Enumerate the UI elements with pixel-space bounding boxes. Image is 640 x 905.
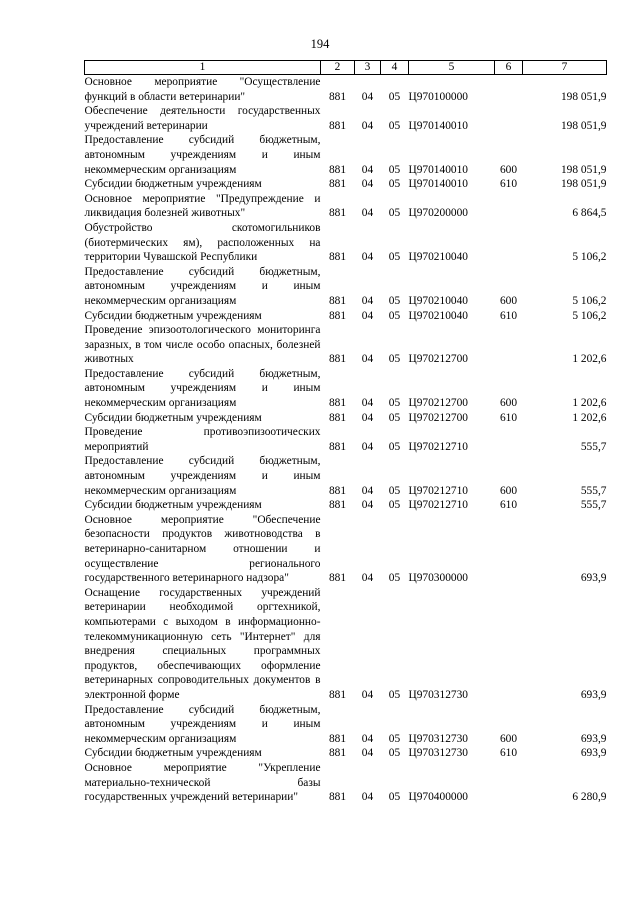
target-article-code: Ц970300000	[408, 572, 468, 585]
expense-type-code	[495, 513, 523, 586]
row-description: Проведение противоэпизоотических мероприятий	[84, 426, 321, 453]
amount: 198 051,9	[560, 163, 607, 176]
ministry-code: 881	[328, 309, 347, 322]
subsection-code: 05	[388, 397, 401, 410]
row-description: Основное мероприятие "Предупреждение и ликвидация болезней животных"	[84, 192, 321, 220]
amount: 6 864,5	[572, 207, 607, 220]
target-article-code: Ц970212710	[408, 499, 468, 512]
expense-type-code: 610	[499, 411, 518, 424]
row-description: Предоставление субсидий бюджетным, автономным учреждениям и иным некоммерческим организациям	[84, 134, 321, 176]
amount: 693,9	[580, 747, 607, 760]
header-col-1: 1	[85, 61, 321, 75]
target-article-code: Ц970312730	[408, 747, 468, 760]
section-code: 04	[361, 791, 374, 804]
section-code: 04	[361, 572, 374, 585]
header-col-6: 6	[495, 61, 523, 75]
subsection-code: 05	[388, 484, 401, 497]
subsection-code: 05	[388, 440, 401, 453]
amount: 555,7	[580, 499, 607, 512]
expense-type-code	[495, 323, 523, 367]
table-row	[85, 761, 607, 805]
section-code: 04	[361, 353, 374, 366]
subsection-code: 05	[388, 119, 401, 132]
table-row	[85, 75, 607, 105]
table-row	[85, 703, 607, 747]
table-row	[85, 104, 607, 133]
table-row	[85, 133, 607, 177]
row-description: Основное мероприятие "Осуществление функций в области ветеринарии"	[84, 76, 321, 103]
section-code: 04	[361, 119, 374, 132]
ministry-code: 881	[328, 732, 347, 745]
amount: 693,9	[580, 688, 607, 701]
ministry-code: 881	[328, 178, 347, 191]
ministry-code: 881	[328, 440, 347, 453]
section-code: 04	[361, 747, 374, 760]
ministry-code: 881	[328, 397, 347, 410]
table-row	[85, 323, 607, 367]
expense-type-code	[495, 586, 523, 703]
target-article-code: Ц970212700	[408, 353, 468, 366]
table-row	[85, 498, 607, 513]
amount: 555,7	[580, 484, 607, 497]
expense-type-code: 600	[499, 484, 518, 497]
subsection-code: 05	[388, 732, 401, 745]
table-row	[85, 586, 607, 703]
subsection-code: 05	[388, 411, 401, 424]
expense-type-code: 610	[499, 747, 518, 760]
section-code: 04	[361, 732, 374, 745]
target-article-code: Ц970212710	[408, 484, 468, 497]
expense-type-code	[495, 104, 523, 133]
target-article-code: Ц970140010	[408, 119, 468, 132]
header-col-4: 4	[381, 61, 409, 75]
target-article-code: Ц970312730	[408, 688, 468, 701]
table-row	[85, 367, 607, 411]
expense-type-code	[495, 221, 523, 265]
row-description: Основное мероприятие "Укрепление материально-технической базы государственных учреждений ветеринарии"	[84, 761, 321, 804]
amount: 1 202,6	[572, 397, 607, 410]
ministry-code: 881	[328, 572, 347, 585]
expense-type-code: 600	[499, 294, 518, 307]
header-row	[85, 61, 607, 75]
row-description: Обеспечение деятельности государственных учреждений ветеринарии	[84, 105, 321, 132]
ministry-code: 881	[328, 411, 347, 424]
table-body	[85, 75, 607, 805]
target-article-code: Ц970210040	[408, 294, 468, 307]
subsection-code: 05	[388, 90, 401, 103]
table-row	[85, 454, 607, 498]
ministry-code: 881	[328, 484, 347, 497]
amount: 5 106,2	[572, 309, 607, 322]
row-description: Субсидии бюджетным учреждениям	[84, 747, 262, 760]
ministry-code: 881	[328, 119, 347, 132]
ministry-code: 881	[328, 90, 347, 103]
table-row	[85, 513, 607, 586]
ministry-code: 881	[328, 294, 347, 307]
row-description: Субсидии бюджетным учреждениям	[84, 178, 262, 191]
target-article-code: Ц970140010	[408, 178, 468, 191]
amount: 5 106,2	[572, 251, 607, 264]
expense-type-code: 600	[499, 732, 518, 745]
section-code: 04	[361, 163, 374, 176]
section-code: 04	[361, 411, 374, 424]
ministry-code: 881	[328, 747, 347, 760]
amount: 693,9	[580, 572, 607, 585]
section-code: 04	[361, 90, 374, 103]
expense-type-code: 610	[499, 499, 518, 512]
row-description: Предоставление субсидий бюджетным, автономным учреждениям и иным некоммерческим организациям	[84, 367, 321, 410]
section-code: 04	[361, 397, 374, 410]
row-description: Субсидии бюджетным учреждениям	[84, 411, 262, 424]
table-row	[85, 265, 607, 309]
subsection-code: 05	[388, 791, 401, 804]
table-row	[85, 192, 607, 221]
ministry-code: 881	[328, 207, 347, 220]
ministry-code: 881	[328, 251, 347, 264]
header-col-5: 5	[409, 61, 495, 75]
target-article-code: Ц970212700	[408, 411, 468, 424]
section-code: 04	[361, 688, 374, 701]
table-header	[85, 61, 607, 75]
section-code: 04	[361, 499, 374, 512]
table-row	[85, 411, 607, 426]
target-article-code: Ц970200000	[408, 207, 468, 220]
table-row	[85, 425, 607, 454]
ministry-code: 881	[328, 499, 347, 512]
target-article-code: Ц970210040	[408, 251, 468, 264]
subsection-code: 05	[388, 499, 401, 512]
target-article-code: Ц970210040	[408, 309, 468, 322]
amount: 5 106,2	[572, 294, 607, 307]
target-article-code: Ц970100000	[408, 90, 468, 103]
section-code: 04	[361, 178, 374, 191]
expense-type-code: 600	[499, 163, 518, 176]
expense-type-code	[495, 192, 523, 221]
row-description: Оснащение государственных учреждений ветеринарии необходимой оргтехникой, компьютерами с выходом в информационно-телекоммуникационную сеть "Интернет" для внедрения специальных программных продуктов, обеспечивающих оформление ветеринарных сопроводительных документов в электронной форме	[84, 586, 321, 701]
expense-type-code: 600	[499, 397, 518, 410]
ministry-code: 881	[328, 353, 347, 366]
subsection-code: 05	[388, 309, 401, 322]
section-code: 04	[361, 484, 374, 497]
row-description: Субсидии бюджетным учреждениям	[84, 499, 262, 512]
subsection-code: 05	[388, 207, 401, 220]
subsection-code: 05	[388, 178, 401, 191]
header-col-7: 7	[523, 61, 607, 75]
amount: 198 051,9	[560, 90, 607, 103]
header-col-3: 3	[355, 61, 381, 75]
target-article-code: Ц970400000	[408, 791, 468, 804]
amount: 693,9	[580, 732, 607, 745]
section-code: 04	[361, 207, 374, 220]
row-description: Предоставление субсидий бюджетным, автономным учреждениям и иным некоммерческим организациям	[84, 265, 321, 307]
page-number: 194	[310, 37, 330, 51]
section-code: 04	[361, 251, 374, 264]
subsection-code: 05	[388, 353, 401, 366]
row-description: Обустройство скотомогильников (биотермических ям), расположенных на территории Чувашской Республики	[84, 221, 321, 264]
table-row	[85, 746, 607, 761]
ministry-code: 881	[328, 688, 347, 701]
row-description: Предоставление субсидий бюджетным, автономным учреждениям и иным некоммерческим организациям	[84, 703, 321, 745]
amount: 6 280,9	[572, 791, 607, 804]
target-article-code: Ц970212700	[408, 397, 468, 410]
amount: 198 051,9	[560, 119, 607, 132]
subsection-code: 05	[388, 747, 401, 760]
header-col-2: 2	[321, 61, 355, 75]
subsection-code: 05	[388, 294, 401, 307]
row-description: Предоставление субсидий бюджетным, автономным учреждениям и иным некоммерческим организациям	[84, 455, 321, 497]
expense-type-code	[495, 75, 523, 105]
target-article-code: Ц970140010	[408, 163, 468, 176]
budget-table	[84, 60, 607, 805]
expense-type-code: 610	[499, 309, 518, 322]
section-code: 04	[361, 309, 374, 322]
expense-type-code: 610	[499, 178, 518, 191]
section-code: 04	[361, 294, 374, 307]
ministry-code: 881	[328, 163, 347, 176]
subsection-code: 05	[388, 688, 401, 701]
amount: 1 202,6	[572, 353, 607, 366]
row-description: Основное мероприятие "Обеспечение безопасности продуктов животноводства в ветеринарно-санитарном отношении и осуществление регионального государственного ветеринарного надзора"	[84, 513, 321, 585]
amount: 1 202,6	[572, 411, 607, 424]
ministry-code: 881	[328, 791, 347, 804]
target-article-code: Ц970312730	[408, 732, 468, 745]
target-article-code: Ц970212710	[408, 440, 468, 453]
amount: 198 051,9	[560, 178, 607, 191]
table-row	[85, 177, 607, 192]
section-code: 04	[361, 440, 374, 453]
row-description: Субсидии бюджетным учреждениям	[84, 309, 262, 322]
expense-type-code	[495, 761, 523, 805]
subsection-code: 05	[388, 251, 401, 264]
subsection-code: 05	[388, 572, 401, 585]
table-row	[85, 309, 607, 324]
subsection-code: 05	[388, 163, 401, 176]
amount: 555,7	[580, 440, 607, 453]
table-row	[85, 221, 607, 265]
expense-type-code	[495, 425, 523, 454]
row-description: Проведение эпизоотологического мониторинга заразных, в том числе особо опасных, болезней животных	[84, 324, 321, 366]
